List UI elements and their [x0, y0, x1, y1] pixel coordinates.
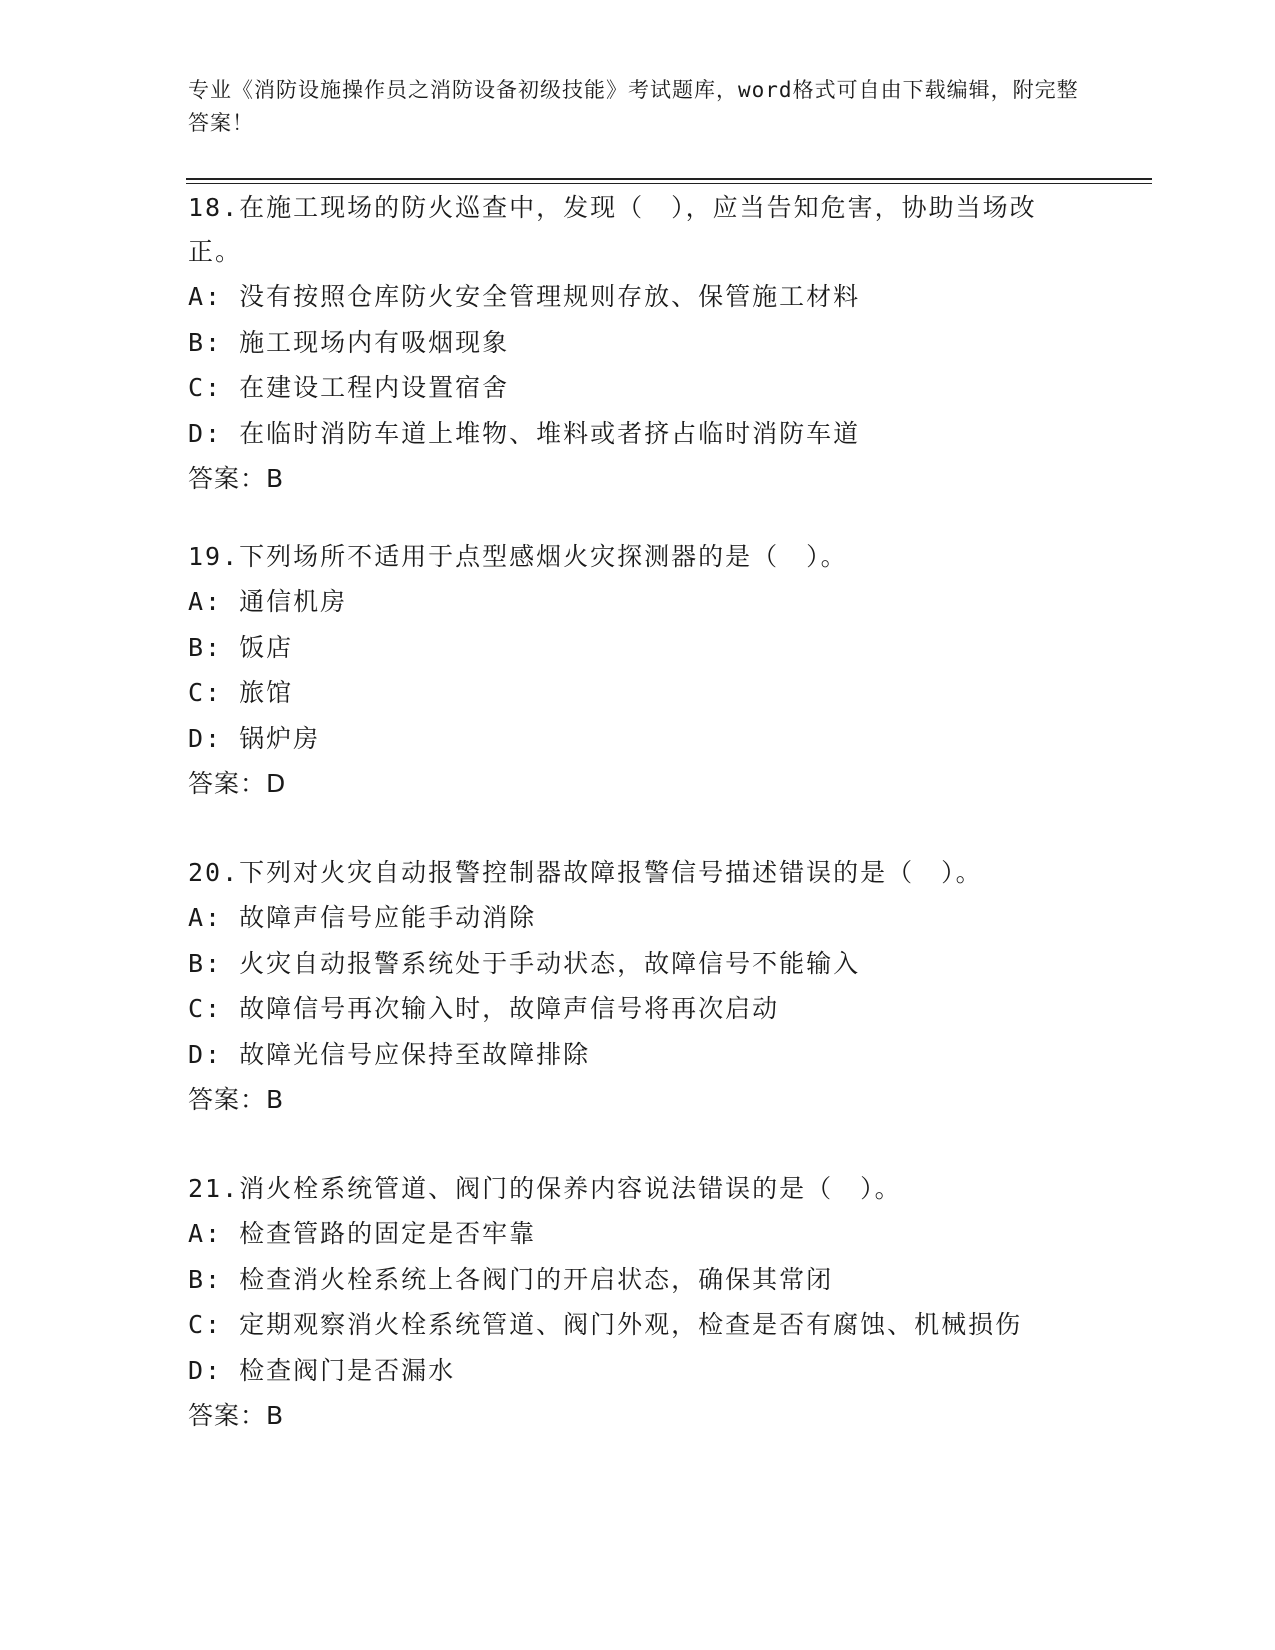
option-key: D: [188, 723, 223, 753]
option-text: 通信机房 [239, 587, 348, 616]
option-key: C: [188, 678, 223, 707]
option-c [188, 670, 1088, 716]
option-key: A: [188, 587, 223, 616]
option-d [188, 1032, 1088, 1078]
option-key: A: [188, 1219, 223, 1248]
option-text: 在临时消防车道上堆物、堆料或者挤占临时消防车道 [239, 418, 861, 448]
option-text: 故障声信号应能手动消除 [239, 903, 537, 932]
option-key: A: [188, 903, 223, 932]
option-key: B: [188, 632, 223, 662]
option-key: B: [188, 1264, 223, 1294]
option-text: 饭店 [239, 632, 294, 662]
option-text: 锅炉房 [239, 723, 321, 753]
option-key: D: [188, 1355, 223, 1385]
option-text: 火灾自动报警系统处于手动状态，故障信号不能输入 [239, 948, 861, 978]
option-key: B: [188, 948, 223, 978]
answer: 答案：D [188, 769, 287, 798]
option-key: A: [188, 282, 223, 311]
option-d [188, 716, 1088, 762]
option-b [188, 625, 1088, 671]
question-stem: 20.下列对火灾自动报警控制器故障报警信号描述错误的是（ ）。 [188, 858, 983, 887]
option-text: 检查消火栓系统上各阀门的开启状态，确保其常闭 [239, 1264, 834, 1294]
document-header: 专业《消防设施操作员之消防设备初级技能》考试题库，word格式可自由下载编辑，附完整答案！ [188, 78, 1079, 135]
option-key: B: [188, 327, 223, 357]
option-text: 定期观察消火栓系统管道、阀门外观，检查是否有腐蚀、机械损伤 [239, 1310, 1023, 1339]
option-key: C: [188, 373, 223, 402]
option-text: 故障信号再次输入时，故障声信号将再次启动 [239, 994, 780, 1023]
question-21 [188, 1167, 1088, 1438]
header-divider [186, 178, 1152, 180]
option-key: D: [188, 1039, 223, 1069]
option-a [188, 274, 1088, 320]
option-key: C: [188, 994, 223, 1023]
option-text: 检查阀门是否漏水 [239, 1355, 456, 1385]
option-a [188, 579, 1088, 625]
option-text: 故障光信号应保持至故障排除 [239, 1039, 591, 1069]
question-20 [188, 851, 1088, 1122]
option-text: 没有按照仓库防火安全管理规则存放、保管施工材料 [239, 282, 861, 311]
option-text: 旅馆 [239, 678, 294, 707]
question-18 [188, 186, 1088, 501]
option-text: 检查管路的固定是否牢靠 [239, 1219, 537, 1248]
option-c [188, 986, 1088, 1032]
answer: 答案：B [188, 1401, 285, 1430]
question-19 [188, 535, 1088, 806]
option-key: D: [188, 418, 223, 448]
option-b [188, 941, 1088, 987]
option-key: C: [188, 1310, 223, 1339]
question-stem: 18.在施工现场的防火巡查中，发现（ ），应当告知危害，协助当场改正。 [188, 193, 1037, 266]
header-divider-thin [186, 183, 1152, 184]
question-stem: 19.下列场所不适用于点型感烟火灾探测器的是（ ）。 [188, 542, 848, 571]
option-d [188, 1348, 1088, 1394]
option-a [188, 1211, 1088, 1257]
answer: 答案：B [188, 1085, 285, 1114]
option-b [188, 1257, 1088, 1303]
option-d [188, 411, 1088, 457]
option-c [188, 1302, 1088, 1348]
question-stem: 21.消火栓系统管道、阀门的保养内容说法错误的是（ ）。 [188, 1174, 902, 1203]
answer: 答案：B [188, 464, 285, 493]
option-text: 施工现场内有吸烟现象 [239, 327, 510, 357]
option-c [188, 365, 1088, 411]
option-text: 在建设工程内设置宿舍 [239, 373, 510, 402]
option-b [188, 320, 1088, 366]
option-a [188, 895, 1088, 941]
